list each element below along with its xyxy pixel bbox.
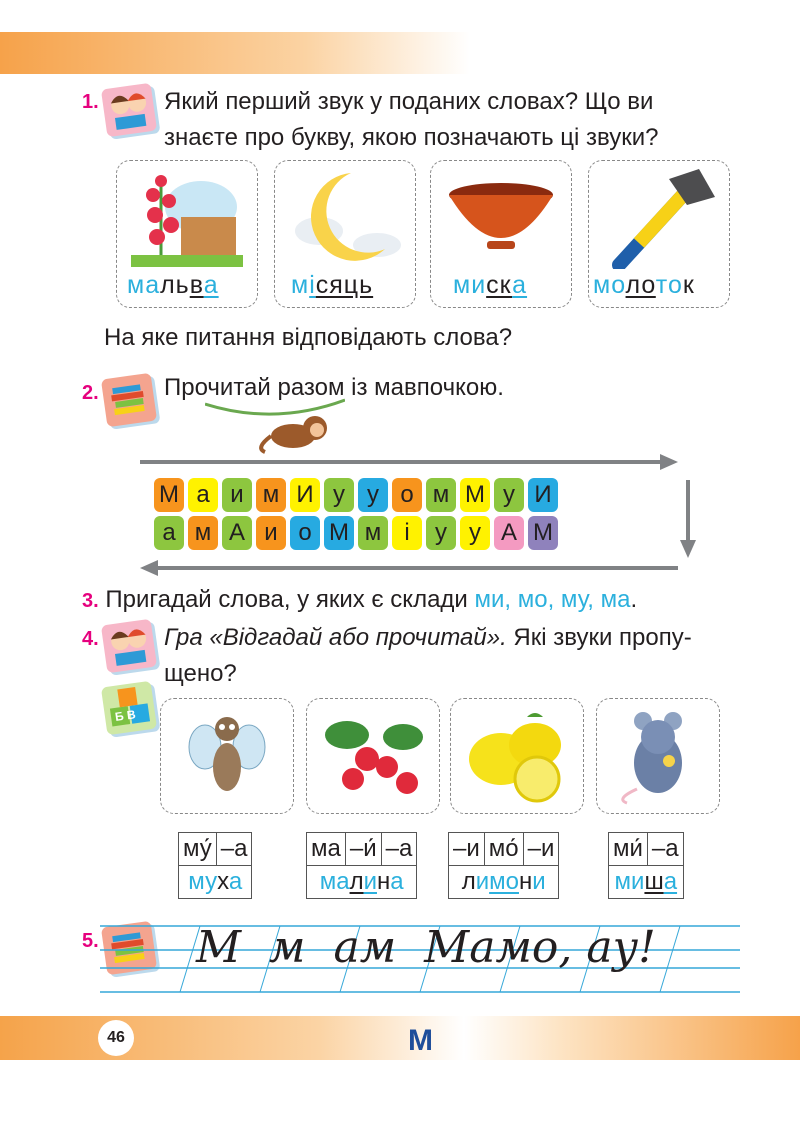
task-2-text: Прочитай разом із мавпочкою. <box>164 374 504 401</box>
kids-reading-icon <box>101 619 157 673</box>
mallow-flower-icon <box>131 167 243 267</box>
syllable-table-mysha: ми́ –а миша <box>608 832 684 899</box>
letter-tile: у <box>358 478 388 512</box>
letter-tile: а <box>154 516 184 550</box>
bowl-icon <box>445 181 557 261</box>
letter-tile: а <box>188 478 218 512</box>
letter-tile: М <box>460 478 490 512</box>
picture-card-mallow <box>116 160 258 308</box>
handwriting-sample: М м ам Мамо, ау! <box>196 922 656 973</box>
letter-tile: м <box>426 478 456 512</box>
letter-tile: м <box>358 516 388 550</box>
letter-tile: М <box>324 516 354 550</box>
letter-tile: о <box>290 516 320 550</box>
fly-icon <box>187 707 267 805</box>
mouse-icon <box>613 709 705 805</box>
books-icon <box>101 373 157 427</box>
picture-card-hammer <box>588 160 730 308</box>
picture-card-raspberry <box>306 698 440 814</box>
raspberry-icon <box>317 711 429 801</box>
task-3-end: . <box>630 586 638 613</box>
picture-card-mouse <box>596 698 720 814</box>
task-1-text-line2: знаєте про букву, якою позначають ці звуки? <box>164 124 659 151</box>
picture-card-moon <box>274 160 416 308</box>
task-3-text: Пригадай слова, у яких є склади <box>105 586 475 613</box>
word-myska: миска <box>453 271 528 299</box>
letter-tile: А <box>494 516 524 550</box>
syllable-table-malyna: ма –и́ –а малина <box>306 832 417 899</box>
task-3-syllables: ми, мо, му, ма <box>474 586 631 613</box>
picture-card-bowl <box>430 160 572 308</box>
task-1-text-line1: Який перший звук у поданих словах? Що ви <box>164 88 654 115</box>
letter-tile: М <box>528 516 558 550</box>
syllable-table-lymony: –и мо́ –и лимони <box>448 832 559 899</box>
letter-tile: м <box>188 516 218 550</box>
top-decor-bar <box>0 32 470 74</box>
letter-tile: у <box>494 478 524 512</box>
hammer-icon <box>603 165 715 269</box>
task-4-text-line1: Гра «Відгадай або прочитай». Які звуки пропу- <box>164 624 692 651</box>
task-3 <box>82 584 637 617</box>
letter-tile: М <box>154 478 184 512</box>
task-4-text-line2: щено? <box>164 660 237 687</box>
lemon-icon <box>461 709 573 803</box>
letter-tile: і <box>392 516 422 550</box>
word-molotok: молоток <box>593 271 695 299</box>
task-1-number: 1. <box>82 91 99 113</box>
page-number: 46 <box>98 1020 134 1056</box>
picture-card-fly <box>160 698 294 814</box>
letter-tile: и <box>222 478 252 512</box>
picture-card-lemon <box>450 698 584 814</box>
letter-tile: у <box>426 516 456 550</box>
crescent-moon-icon <box>289 167 401 267</box>
letter-tile: И <box>528 478 558 512</box>
footer-letter: М <box>408 1024 433 1057</box>
letter-tile: А <box>222 516 252 550</box>
task-2-number: 2. <box>82 382 99 404</box>
monkey-icon <box>205 396 345 454</box>
letter-tile: и <box>256 516 286 550</box>
word-misiats: місяць <box>291 271 374 299</box>
letter-grid <box>154 478 674 554</box>
task-1-question: На яке питання відповідають слова? <box>104 324 513 351</box>
letter-tile: у <box>460 516 490 550</box>
letter-tile: И <box>290 478 320 512</box>
task-3-number: 3. <box>82 590 99 612</box>
letter-tile: о <box>392 478 422 512</box>
letter-tile: м <box>256 478 286 512</box>
task-4-number: 4. <box>82 628 99 650</box>
letter-blocks-icon: Б В <box>101 681 157 735</box>
letter-tile: у <box>324 478 354 512</box>
word-malva: мальва <box>127 271 219 299</box>
task-5-number: 5. <box>82 930 99 952</box>
kids-reading-icon <box>101 83 157 137</box>
syllable-table-mukha: му́ –а муха <box>178 832 252 899</box>
